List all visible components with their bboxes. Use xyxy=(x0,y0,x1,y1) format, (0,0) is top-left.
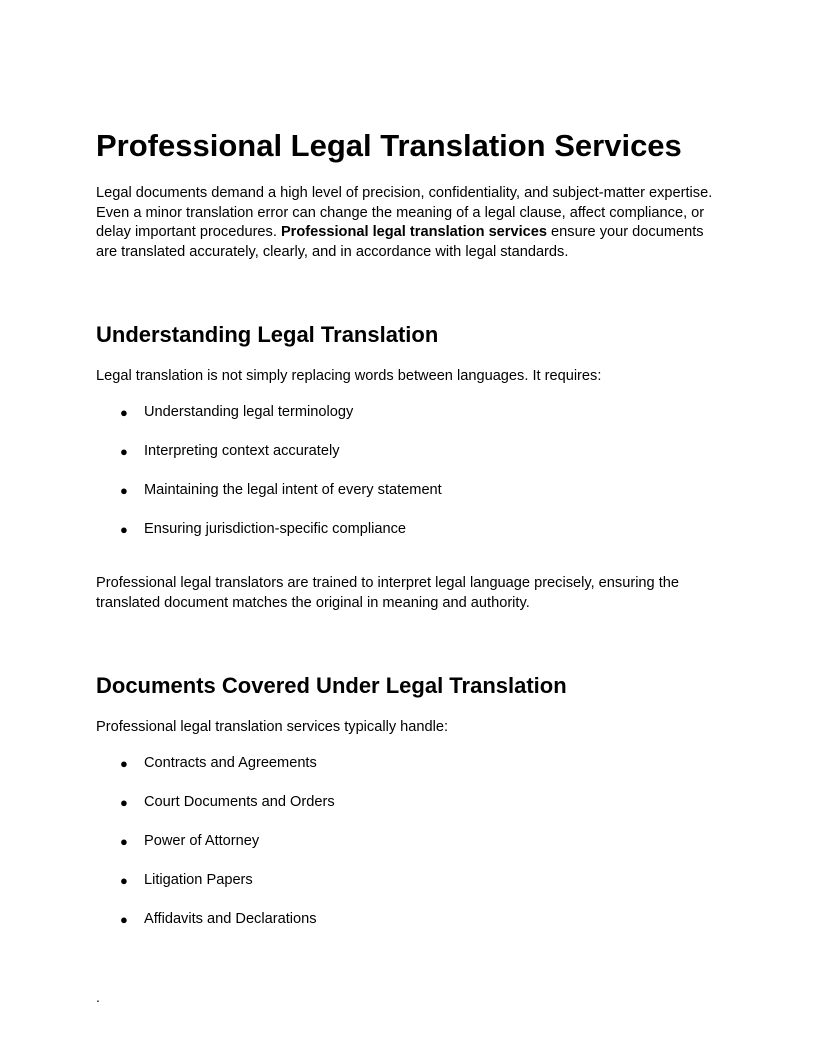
bullet-icon: ● xyxy=(120,522,128,537)
list-item: ● Interpreting context accurately xyxy=(120,443,340,459)
list-item: ● Court Documents and Orders xyxy=(120,794,335,810)
section2-lead: Professional legal translation services typically handle: xyxy=(96,719,449,735)
bullet-icon: ● xyxy=(120,834,128,849)
bullet-icon: ● xyxy=(120,795,128,810)
section-heading-understanding: Understanding Legal Translation xyxy=(96,322,439,347)
section1-closing: Professional legal translators are trained to interpret legal language precisely, ensuring the translated document matches the original in meaning and authority. xyxy=(96,575,680,611)
bullet-icon: ● xyxy=(120,756,128,771)
bullet-icon: ● xyxy=(120,873,128,888)
bullet-icon: ● xyxy=(120,483,128,498)
intro-text-start: Legal documents demand a high level of precision, confidentiality, and subject-matter expertise. Even a minor translation error can change the meaning of a legal clause, affect compliance, or delay important procedures. xyxy=(96,185,713,240)
footer-mark: . xyxy=(96,989,100,1005)
bullet-icon: ● xyxy=(120,912,128,927)
page-title: Professional Legal Translation Services xyxy=(96,128,682,163)
list-item: ● Maintaining the legal intent of every statement xyxy=(120,482,442,498)
intro-bold-phrase: Professional legal translation services xyxy=(280,224,547,240)
list-item: ● Power of Attorney xyxy=(120,833,260,849)
bullet-icon: ● xyxy=(120,444,128,459)
bullet-icon: ● xyxy=(120,405,128,420)
section1-bullet-list xyxy=(96,403,442,559)
section2-bullet-list xyxy=(96,754,335,949)
list-item: ● Contracts and Agreements xyxy=(120,755,317,771)
list-item: ● Understanding legal terminology xyxy=(120,404,354,420)
intro-paragraph xyxy=(96,184,726,262)
intro-text-end: ensure your documents are translated accurately, clearly, and in accordance with legal standards. xyxy=(96,224,704,260)
list-item: ● Affidavits and Declarations xyxy=(120,911,317,927)
section-heading-documents: Documents Covered Under Legal Translation xyxy=(96,673,567,698)
list-item: ● Ensuring jurisdiction-specific compliance xyxy=(120,521,406,537)
section1-lead: Legal translation is not simply replacing words between languages. It requires: xyxy=(96,368,602,384)
list-item: ● Litigation Papers xyxy=(120,872,253,888)
